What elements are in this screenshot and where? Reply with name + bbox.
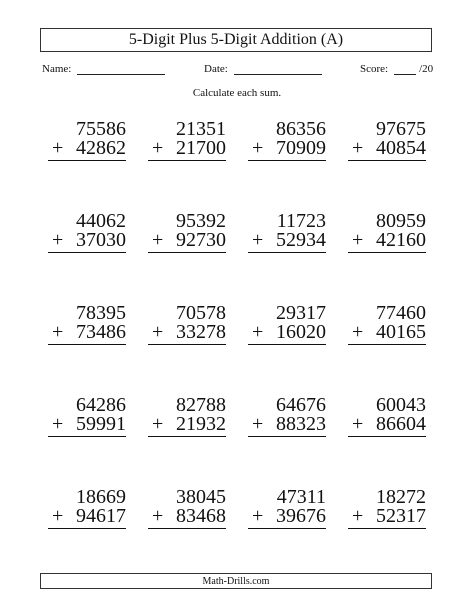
addend-bottom: 86604 — [376, 413, 426, 435]
footer-text: Math-Drills.com — [202, 575, 270, 587]
score-total: /20 — [419, 63, 434, 75]
plus-operator: + — [352, 229, 364, 251]
plus-operator: + — [52, 229, 64, 251]
addend-top: 29317 — [276, 302, 326, 324]
addend-bottom: 21932 — [176, 413, 226, 435]
name-label: Name: — [42, 63, 72, 75]
addition-problem — [148, 304, 226, 345]
answer-line — [48, 160, 126, 161]
answer-line — [48, 528, 126, 529]
addend-top: 78395 — [76, 302, 126, 324]
addend-top: 77460 — [376, 302, 426, 324]
addend-top: 18669 — [76, 486, 126, 508]
plus-operator: + — [352, 321, 364, 343]
addend-bottom-row — [148, 415, 226, 434]
addend-bottom-row — [348, 323, 426, 342]
addition-problem — [148, 488, 226, 529]
answer-line — [248, 344, 326, 345]
addition-problem — [48, 304, 126, 345]
addend-bottom-row — [248, 415, 326, 434]
plus-operator: + — [352, 413, 364, 435]
plus-operator: + — [252, 413, 264, 435]
answer-line — [248, 252, 326, 253]
plus-operator: + — [152, 505, 164, 527]
date-label: Date: — [204, 63, 228, 75]
addend-bottom-row — [148, 139, 226, 158]
addend-top: 38045 — [176, 486, 226, 508]
addend-bottom-row — [248, 507, 326, 526]
addition-problem — [348, 212, 426, 253]
addition-problem — [348, 396, 426, 437]
addend-bottom-row — [48, 415, 126, 434]
addition-problem — [248, 212, 326, 253]
addend-bottom: 70909 — [276, 137, 326, 159]
plus-operator: + — [352, 505, 364, 527]
addition-problem — [148, 120, 226, 161]
addend-bottom: 59991 — [76, 413, 126, 435]
addend-bottom: 33278 — [176, 321, 226, 343]
answer-line — [148, 344, 226, 345]
date-blank[interactable] — [234, 62, 322, 75]
plus-operator: + — [152, 321, 164, 343]
addend-bottom: 42862 — [76, 137, 126, 159]
plus-operator: + — [252, 137, 264, 159]
name-blank[interactable] — [77, 62, 165, 75]
addend-bottom: 52934 — [276, 229, 326, 251]
addend-top: 44062 — [76, 210, 126, 232]
addend-bottom: 73486 — [76, 321, 126, 343]
addend-top: 21351 — [176, 118, 226, 140]
addend-top: 95392 — [176, 210, 226, 232]
addend-bottom-row — [248, 139, 326, 158]
score-blank[interactable] — [394, 62, 416, 75]
plus-operator: + — [152, 229, 164, 251]
addition-problem — [148, 212, 226, 253]
answer-line — [148, 528, 226, 529]
answer-line — [48, 252, 126, 253]
addend-bottom-row — [148, 231, 226, 250]
addend-top: 75586 — [76, 118, 126, 140]
plus-operator: + — [52, 137, 64, 159]
answer-line — [148, 252, 226, 253]
addend-top: 80959 — [376, 210, 426, 232]
worksheet-title-text: 5-Digit Plus 5-Digit Addition (A) — [128, 31, 344, 48]
addend-bottom-row — [348, 231, 426, 250]
addition-problem — [248, 488, 326, 529]
answer-line — [348, 528, 426, 529]
addition-problem — [348, 120, 426, 161]
addition-problem — [348, 488, 426, 529]
addend-bottom-row — [348, 507, 426, 526]
date-field — [204, 62, 322, 75]
worksheet-title — [40, 28, 432, 52]
addend-bottom-row — [48, 139, 126, 158]
addend-bottom-row — [48, 323, 126, 342]
score-field — [360, 62, 433, 75]
addition-problem — [248, 304, 326, 345]
addend-bottom: 92730 — [176, 229, 226, 251]
answer-line — [148, 436, 226, 437]
addition-problem — [48, 120, 126, 161]
footer — [40, 573, 432, 589]
plus-operator: + — [52, 413, 64, 435]
addend-top: 64286 — [76, 394, 126, 416]
plus-operator: + — [252, 505, 264, 527]
score-label: Score: — [360, 63, 389, 75]
addend-bottom-row — [248, 231, 326, 250]
addition-problem — [248, 396, 326, 437]
addend-top: 11723 — [276, 210, 326, 232]
addition-problem — [248, 120, 326, 161]
addend-bottom: 40165 — [376, 321, 426, 343]
answer-line — [148, 160, 226, 161]
addend-bottom: 88323 — [276, 413, 326, 435]
plus-operator: + — [152, 413, 164, 435]
addend-top: 86356 — [276, 118, 326, 140]
plus-operator: + — [52, 321, 64, 343]
header-row — [42, 62, 434, 80]
addend-bottom: 83468 — [176, 505, 226, 527]
answer-line — [348, 252, 426, 253]
addition-problem — [148, 396, 226, 437]
problem-grid — [48, 118, 428, 527]
answer-line — [348, 436, 426, 437]
plus-operator: + — [52, 505, 64, 527]
addend-bottom-row — [348, 415, 426, 434]
plus-operator: + — [252, 229, 264, 251]
answer-line — [48, 344, 126, 345]
answer-line — [248, 528, 326, 529]
addition-problem — [348, 304, 426, 345]
addition-problem — [48, 212, 126, 253]
addend-bottom: 52317 — [376, 505, 426, 527]
addend-bottom: 16020 — [276, 321, 326, 343]
addend-bottom: 37030 — [76, 229, 126, 251]
addend-bottom-row — [148, 507, 226, 526]
name-field — [42, 62, 165, 75]
addend-top: 47311 — [276, 486, 326, 508]
addend-top: 82788 — [176, 394, 226, 416]
addition-problem — [48, 488, 126, 529]
plus-operator: + — [152, 137, 164, 159]
answer-line — [248, 160, 326, 161]
answer-line — [348, 344, 426, 345]
addend-bottom: 42160 — [376, 229, 426, 251]
instructions: Calculate each sum. — [192, 87, 282, 99]
addend-top: 18272 — [376, 486, 426, 508]
addend-bottom: 39676 — [276, 505, 326, 527]
answer-line — [48, 436, 126, 437]
addend-bottom-row — [48, 507, 126, 526]
addend-top: 64676 — [276, 394, 326, 416]
addend-bottom: 40854 — [376, 137, 426, 159]
answer-line — [348, 160, 426, 161]
plus-operator: + — [252, 321, 264, 343]
addend-top: 60043 — [376, 394, 426, 416]
addend-bottom-row — [148, 323, 226, 342]
addend-bottom-row — [48, 231, 126, 250]
addend-bottom-row — [248, 323, 326, 342]
addend-bottom: 21700 — [176, 137, 226, 159]
addend-bottom-row — [348, 139, 426, 158]
addend-top: 70578 — [176, 302, 226, 324]
addend-top: 97675 — [376, 118, 426, 140]
plus-operator: + — [352, 137, 364, 159]
addend-bottom: 94617 — [76, 505, 126, 527]
answer-line — [248, 436, 326, 437]
addition-problem — [48, 396, 126, 437]
